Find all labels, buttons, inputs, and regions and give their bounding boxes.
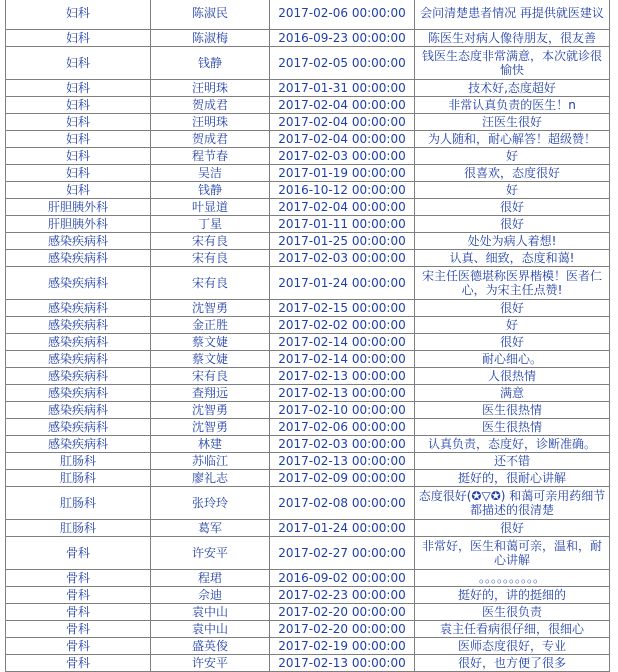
department-cell: 感染疾病科: [6, 334, 151, 351]
table-row: [6, 30, 610, 47]
timestamp-cell: 2017-02-23 00:00:00: [270, 587, 415, 604]
timestamp-cell: 2017-02-04 00:00:00: [270, 114, 415, 131]
comment-cell: 好: [415, 317, 610, 334]
doctor-cell: 沈智勇: [151, 402, 270, 419]
department-cell: 肝胆胰外科: [6, 199, 151, 216]
department-cell: 妇科: [6, 80, 151, 97]
comment-cell: 钱医生态度非常满意，本次就诊很愉快: [415, 47, 610, 80]
timestamp-cell: 2017-02-19 00:00:00: [270, 638, 415, 655]
department-cell: 妇科: [6, 97, 151, 114]
table-row: [6, 604, 610, 621]
timestamp-cell: 2017-02-13 00:00:00: [270, 453, 415, 470]
doctor-cell: 贺成君: [151, 97, 270, 114]
department-cell: 妇科: [6, 0, 151, 30]
timestamp-cell: 2017-02-04 00:00:00: [270, 199, 415, 216]
timestamp-cell: 2017-02-03 00:00:00: [270, 250, 415, 267]
comment-cell: 好: [415, 182, 610, 199]
department-cell: 感染疾病科: [6, 402, 151, 419]
department-cell: 妇科: [6, 148, 151, 165]
department-cell: 感染疾病科: [6, 368, 151, 385]
doctor-cell: 宋有良: [151, 267, 270, 300]
comment-cell: 人很热情: [415, 368, 610, 385]
timestamp-cell: 2017-02-04 00:00:00: [270, 97, 415, 114]
review-table-body: [6, 0, 610, 672]
department-cell: 骨科: [6, 621, 151, 638]
doctor-cell: 沈智勇: [151, 419, 270, 436]
department-cell: 肝胆胰外科: [6, 216, 151, 233]
table-row: [6, 402, 610, 419]
timestamp-cell: 2017-02-20 00:00:00: [270, 621, 415, 638]
timestamp-cell: 2017-01-24 00:00:00: [270, 520, 415, 537]
department-cell: 骨科: [6, 570, 151, 587]
table-row: [6, 165, 610, 182]
timestamp-cell: 2017-02-06 00:00:00: [270, 419, 415, 436]
table-row: [6, 131, 610, 148]
table-row: [6, 587, 610, 604]
doctor-cell: 袁中山: [151, 621, 270, 638]
comment-cell: 挺好的，很耐心讲解: [415, 470, 610, 487]
table-row: [6, 114, 610, 131]
table-row: [6, 621, 610, 638]
doctor-cell: 苏临江: [151, 453, 270, 470]
department-cell: 肛肠科: [6, 470, 151, 487]
table-row: [6, 638, 610, 655]
table-row: [6, 419, 610, 436]
timestamp-cell: 2017-02-13 00:00:00: [270, 385, 415, 402]
timestamp-cell: 2017-01-24 00:00:00: [270, 267, 415, 300]
timestamp-cell: 2017-02-14 00:00:00: [270, 334, 415, 351]
comment-cell: 很好: [415, 199, 610, 216]
comment-cell: 技术好,态度超好: [415, 80, 610, 97]
comment-cell: 医生很热情: [415, 402, 610, 419]
doctor-cell: 金正胜: [151, 317, 270, 334]
table-row: [6, 148, 610, 165]
doctor-cell: 蔡文婕: [151, 351, 270, 368]
timestamp-cell: 2017-01-31 00:00:00: [270, 80, 415, 97]
department-cell: 妇科: [6, 47, 151, 80]
timestamp-cell: 2017-02-09 00:00:00: [270, 470, 415, 487]
comment-cell: 医生很负责: [415, 604, 610, 621]
timestamp-cell: 2016-09-23 00:00:00: [270, 30, 415, 47]
comment-cell: 袁主任看病很仔细，很细心: [415, 621, 610, 638]
table-row: [6, 317, 610, 334]
table-row: [6, 300, 610, 317]
doctor-cell: 汪明珠: [151, 114, 270, 131]
comment-cell: 医师态度很好，专业: [415, 638, 610, 655]
table-row: [6, 80, 610, 97]
doctor-cell: 宋有良: [151, 250, 270, 267]
department-cell: 肛肠科: [6, 520, 151, 537]
timestamp-cell: 2017-02-14 00:00:00: [270, 351, 415, 368]
doctor-cell: 程节春: [151, 148, 270, 165]
comment-cell: 挺好的，讲的挺细的: [415, 587, 610, 604]
department-cell: 感染疾病科: [6, 419, 151, 436]
department-cell: 妇科: [6, 131, 151, 148]
timestamp-cell: 2017-01-11 00:00:00: [270, 216, 415, 233]
doctor-cell: 林建: [151, 436, 270, 453]
timestamp-cell: 2016-10-12 00:00:00: [270, 182, 415, 199]
comment-cell: 陈医生对病人像待朋友，很友善: [415, 30, 610, 47]
comment-cell: 满意: [415, 385, 610, 402]
department-cell: 骨科: [6, 537, 151, 570]
doctor-cell: 汪明珠: [151, 80, 270, 97]
doctor-cell: 陈淑梅: [151, 30, 270, 47]
department-cell: 感染疾病科: [6, 436, 151, 453]
timestamp-cell: 2017-02-05 00:00:00: [270, 47, 415, 80]
doctor-cell: 蔡文婕: [151, 334, 270, 351]
doctor-cell: 许安平: [151, 655, 270, 672]
comment-cell: 会问清楚患者情况 再提供就医建议: [415, 0, 610, 30]
table-row: [6, 537, 610, 570]
timestamp-cell: 2017-02-10 00:00:00: [270, 402, 415, 419]
timestamp-cell: 2017-02-13 00:00:00: [270, 655, 415, 672]
timestamp-cell: 2017-02-20 00:00:00: [270, 604, 415, 621]
table-row: [6, 487, 610, 520]
department-cell: 感染疾病科: [6, 351, 151, 368]
comment-cell: 还不错: [415, 453, 610, 470]
timestamp-cell: 2017-01-19 00:00:00: [270, 165, 415, 182]
table-row: [6, 351, 610, 368]
department-cell: 感染疾病科: [6, 385, 151, 402]
comment-cell: 非常认真负责的医生！n: [415, 97, 610, 114]
comment-cell: 医生很热情: [415, 419, 610, 436]
comment-cell: 非常好，医生和蔼可亲，温和，耐心讲解: [415, 537, 610, 570]
doctor-cell: 盛英俊: [151, 638, 270, 655]
doctor-cell: 宋有良: [151, 368, 270, 385]
comment-cell: 认真、细致，态度和蔼!: [415, 250, 610, 267]
doctor-cell: 廖礼志: [151, 470, 270, 487]
table-row: [6, 453, 610, 470]
doctor-cell: 丁星: [151, 216, 270, 233]
doctor-cell: 钱静: [151, 182, 270, 199]
department-cell: 骨科: [6, 604, 151, 621]
timestamp-cell: 2017-02-03 00:00:00: [270, 436, 415, 453]
timestamp-cell: 2017-02-15 00:00:00: [270, 300, 415, 317]
doctor-cell: 佘迪: [151, 587, 270, 604]
comment-cell: 。。。。。。。。。。: [415, 570, 610, 587]
timestamp-cell: 2017-02-27 00:00:00: [270, 537, 415, 570]
comment-cell: 很好: [415, 300, 610, 317]
doctor-cell: 沈智勇: [151, 300, 270, 317]
table-row: [6, 216, 610, 233]
table-row: [6, 0, 610, 30]
doctor-cell: 贺成君: [151, 131, 270, 148]
comment-cell: 很好: [415, 520, 610, 537]
department-cell: 感染疾病科: [6, 300, 151, 317]
table-row: [6, 182, 610, 199]
doctor-cell: 许安平: [151, 537, 270, 570]
table-row: [6, 97, 610, 114]
comment-cell: 处处为病人着想!: [415, 233, 610, 250]
department-cell: 骨科: [6, 587, 151, 604]
timestamp-cell: 2017-01-25 00:00:00: [270, 233, 415, 250]
doctor-cell: 葛军: [151, 520, 270, 537]
department-cell: 肛肠科: [6, 487, 151, 520]
timestamp-cell: 2017-02-04 00:00:00: [270, 131, 415, 148]
table-row: [6, 267, 610, 300]
review-table: [5, 0, 610, 672]
department-cell: 感染疾病科: [6, 267, 151, 300]
table-row: [6, 334, 610, 351]
table-row: [6, 199, 610, 216]
department-cell: 妇科: [6, 114, 151, 131]
comment-cell: 很喜欢，态度很好: [415, 165, 610, 182]
department-cell: 妇科: [6, 165, 151, 182]
table-row: [6, 250, 610, 267]
timestamp-cell: 2016-09-02 00:00:00: [270, 570, 415, 587]
doctor-cell: 张玲玲: [151, 487, 270, 520]
doctor-cell: 袁中山: [151, 604, 270, 621]
timestamp-cell: 2017-02-02 00:00:00: [270, 317, 415, 334]
comment-cell: 汪医生很好: [415, 114, 610, 131]
table-row: [6, 385, 610, 402]
department-cell: 骨科: [6, 638, 151, 655]
doctor-cell: 钱静: [151, 47, 270, 80]
table-row: [6, 570, 610, 587]
department-cell: 感染疾病科: [6, 317, 151, 334]
table-row: [6, 233, 610, 250]
table-row: [6, 655, 610, 672]
department-cell: 妇科: [6, 30, 151, 47]
comment-cell: 认真负责，态度好，诊断准确。: [415, 436, 610, 453]
department-cell: 妇科: [6, 182, 151, 199]
timestamp-cell: 2017-02-08 00:00:00: [270, 487, 415, 520]
table-row: [6, 520, 610, 537]
table-row: [6, 368, 610, 385]
timestamp-cell: 2017-02-06 00:00:00: [270, 0, 415, 30]
department-cell: 骨科: [6, 655, 151, 672]
department-cell: 感染疾病科: [6, 233, 151, 250]
timestamp-cell: 2017-02-13 00:00:00: [270, 368, 415, 385]
timestamp-cell: 2017-02-03 00:00:00: [270, 148, 415, 165]
doctor-cell: 叶显道: [151, 199, 270, 216]
doctor-cell: 吴洁: [151, 165, 270, 182]
comment-cell: 耐心细心。: [415, 351, 610, 368]
comment-cell: 很好: [415, 216, 610, 233]
department-cell: 肛肠科: [6, 453, 151, 470]
table-row: [6, 470, 610, 487]
comment-cell: 态度很好(✪▽✪) 和蔼可亲用药细节都描述的很清楚: [415, 487, 610, 520]
department-cell: 感染疾病科: [6, 250, 151, 267]
doctor-cell: 陈淑民: [151, 0, 270, 30]
doctor-cell: 查翔远: [151, 385, 270, 402]
comment-cell: 很好，也方便了很多: [415, 655, 610, 672]
doctor-cell: 宋有良: [151, 233, 270, 250]
comment-cell: 好: [415, 148, 610, 165]
comment-cell: 为人随和，耐心解答！超级赞！: [415, 131, 610, 148]
comment-cell: 很好: [415, 334, 610, 351]
table-row: [6, 47, 610, 80]
comment-cell: 宋主任医德堪称医界楷模！医者仁心，为宋主任点赞!: [415, 267, 610, 300]
table-row: [6, 436, 610, 453]
doctor-cell: 程珺: [151, 570, 270, 587]
